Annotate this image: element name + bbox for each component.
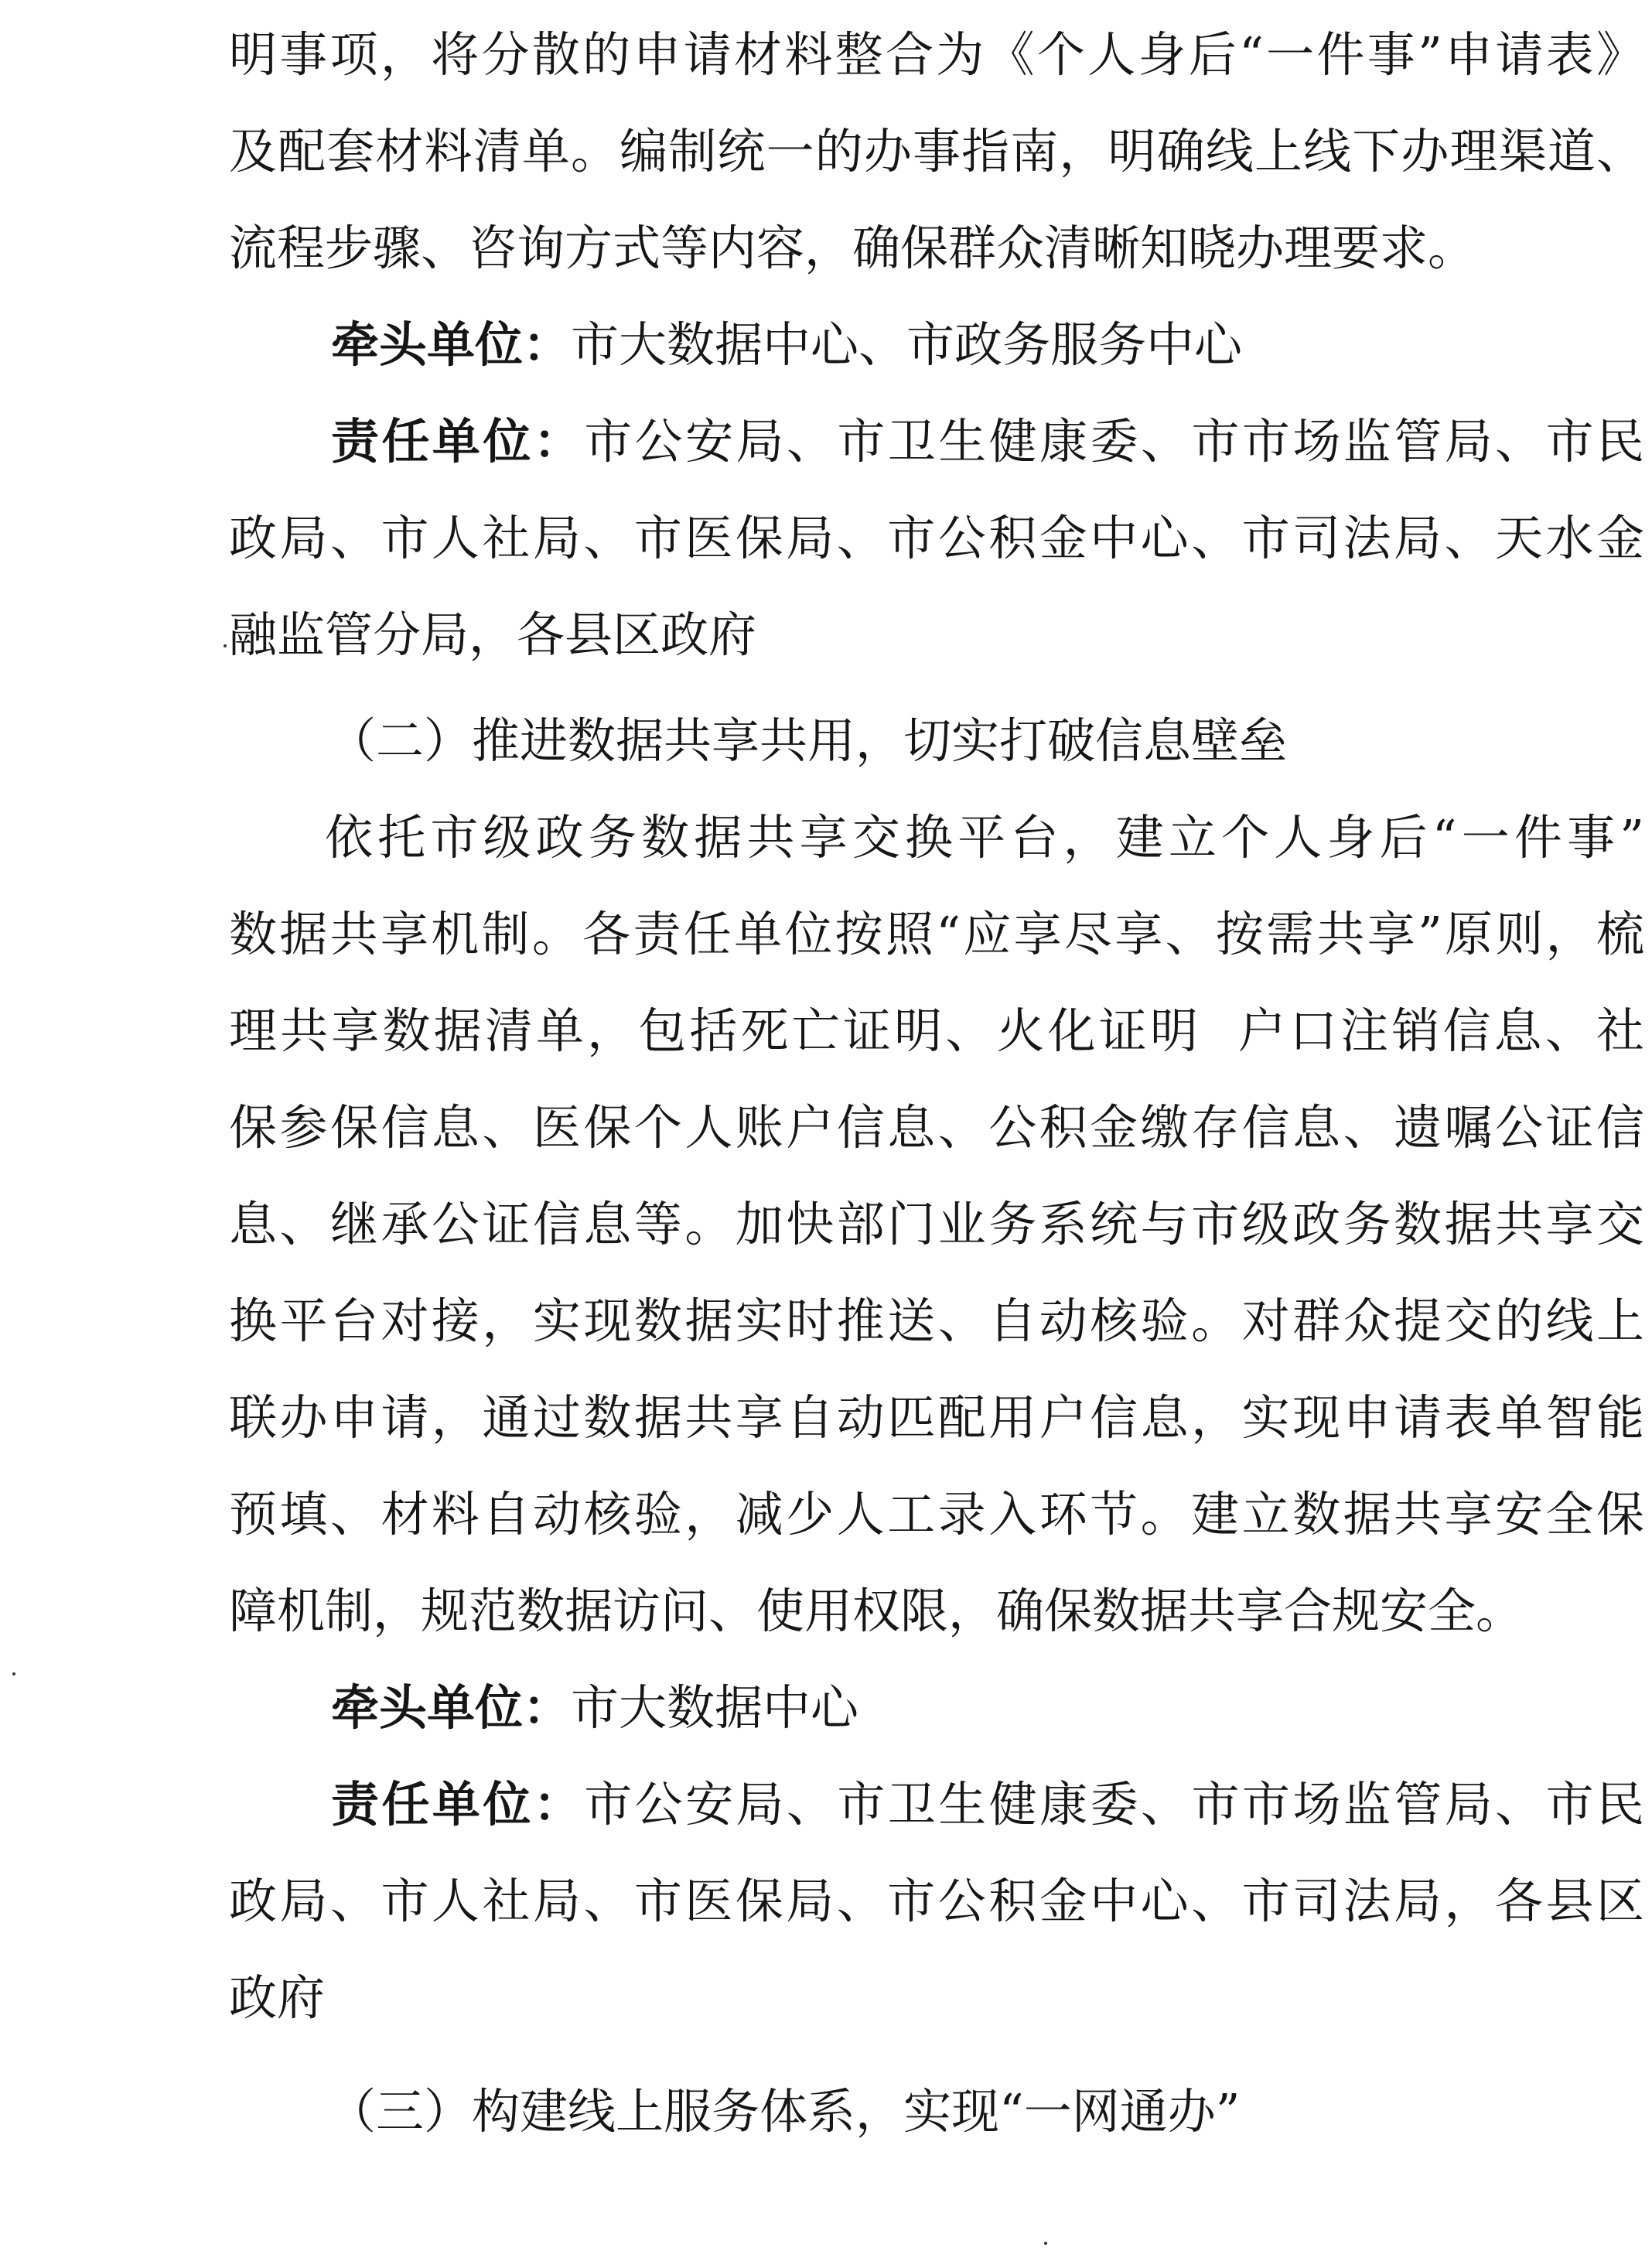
paragraph-line: 息、继承公证信息等。加快部门业务系统与市级政务数据共享交 [229, 1196, 1644, 1252]
responsible-unit-value: 市公安局、市卫生健康委、市市场监管局、市民 [584, 413, 1644, 470]
lead-unit-value: 市大数据中心、市政务服务中心 [571, 316, 1243, 373]
section-heading: （三）构建线上服务体系，实现“一网通办” [328, 2083, 1241, 2140]
lead-unit-value: 市大数据中心 [571, 1679, 859, 1736]
lead-unit-line [229, 296, 1644, 393]
responsible-unit-value: 市公安局、市卫生健康委、市市场监管局、市民 [584, 1776, 1644, 1833]
responsible-unit-line: 政局、市人社局、市医保局、市公积金中心、市司法局，各县区 [229, 1873, 1644, 1929]
paragraph-line: 障机制，规范数据访问、使用权限，确保数据共享合规安全。 [229, 1583, 1524, 1639]
paragraph-line: 换平台对接，实现数据实时推送、自动核验。对群众提交的线上 [229, 1293, 1644, 1349]
paragraph-line: 预填、材料自动核验，减少人工录入环节。建立数据共享安全保 [229, 1486, 1644, 1542]
paragraph-line: 理共享数据清单，包括死亡证明、火化证明 户口注销信息、社 [229, 1002, 1644, 1059]
responsible-unit-line [229, 393, 1644, 490]
responsible-unit-line [229, 1756, 1644, 1853]
responsible-unit-line: 政局、市人社局、市医保局、市公积金中心、市司法局、天水金 [229, 510, 1644, 566]
lead-unit-label: 牵头单位： [331, 1679, 572, 1736]
paragraph-line: 明事项，将分散的申请材料整合为《个人身后“一件事”申请表》 [229, 26, 1644, 83]
responsible-unit-label: 责任单位： [331, 1776, 585, 1833]
lead-unit-line [229, 1659, 1644, 1756]
responsible-unit-label: 责任单位： [331, 413, 585, 470]
responsible-unit-line: 融监管分局，各县区政府 [229, 606, 757, 663]
responsible-unit-line: 政府 [229, 1969, 326, 2026]
paragraph-line: 保参保信息、医保个人账户信息、公积金缴存信息、遗嘱公证信 [229, 1099, 1644, 1156]
paragraph-line: 流程步骤、咨询方式等内容，确保群众清晰知晓办理要求。 [229, 220, 1476, 276]
section-heading: （二）推进数据共享共用，切实打破信息壁垒 [328, 712, 1288, 769]
paragraph-line: 依托市级政务数据共享交换平台，建立个人身后“一件事” [325, 809, 1644, 866]
document-body [229, 6, 1644, 2160]
scan-speck [1044, 2242, 1047, 2245]
lead-unit-label: 牵头单位： [331, 316, 572, 373]
paragraph-line: 联办申请，通过数据共享自动匹配用户信息，实现申请表单智能 [229, 1389, 1644, 1446]
scan-speck [12, 1672, 15, 1675]
scan-speck [224, 644, 227, 647]
paragraph-line: 数据共享机制。各责任单位按照“应享尽享、按需共享”原则，梳 [229, 906, 1644, 962]
paragraph-line: 及配套材料清单。编制统一的办事指南，明确线上线下办理渠道、 [229, 123, 1644, 179]
